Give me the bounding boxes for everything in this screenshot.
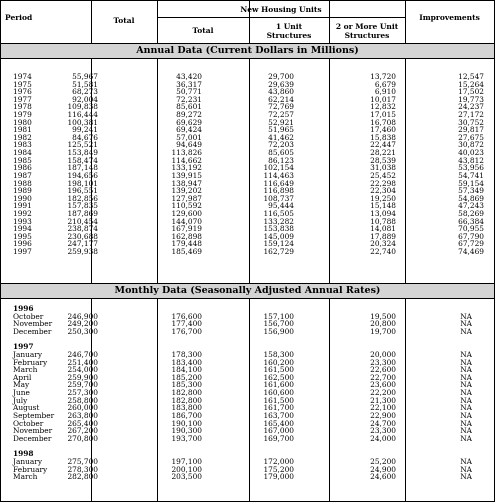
one-unit-cell: 158,300 bbox=[263, 350, 294, 360]
new-housing-total-cell: 139,915 bbox=[171, 170, 202, 180]
one-unit-cell: 72,769 bbox=[268, 102, 294, 112]
monthly-data-block bbox=[1, 299, 494, 501]
period-cell: 1985 bbox=[13, 155, 32, 165]
total-cell: 259,700 bbox=[67, 380, 98, 390]
period-cell: March bbox=[13, 472, 38, 482]
one-unit-cell: 157,100 bbox=[263, 311, 294, 321]
period-cell: 1980 bbox=[13, 117, 32, 127]
one-unit-cell: 133,282 bbox=[263, 216, 294, 226]
improvements-cell: 66,384 bbox=[458, 216, 484, 226]
new-housing-total-cell: 69,424 bbox=[176, 125, 202, 135]
annual-data-block bbox=[1, 59, 494, 283]
period-cell: 1990 bbox=[13, 193, 32, 203]
one-unit-cell: 167,000 bbox=[263, 426, 294, 436]
new-housing-total-cell: 94,649 bbox=[176, 140, 202, 150]
total-cell: 92,004 bbox=[72, 94, 98, 104]
total-cell: 158,474 bbox=[67, 155, 98, 165]
two-or-more-cell: 13,720 bbox=[370, 72, 396, 81]
period-cell: 1995 bbox=[13, 231, 32, 241]
two-or-more-cell: 22,100 bbox=[370, 403, 396, 413]
period-cell: 1982 bbox=[13, 132, 32, 142]
new-housing-total-cell: 197,100 bbox=[171, 456, 202, 466]
one-unit-cell: 108,737 bbox=[263, 193, 294, 203]
one-unit-cell: 165,400 bbox=[263, 418, 294, 428]
two-or-more-cell: 22,900 bbox=[370, 410, 396, 420]
period-cell: 1989 bbox=[13, 186, 32, 196]
two-or-more-cell: 25,200 bbox=[370, 456, 396, 466]
improvements-cell: NA bbox=[460, 319, 472, 329]
period-cell: 1976 bbox=[13, 87, 32, 97]
total-cell: 249,200 bbox=[67, 319, 98, 329]
two-or-more-cell: 10,017 bbox=[370, 94, 396, 104]
period-cell: 1986 bbox=[13, 163, 32, 173]
one-unit-cell: 95,444 bbox=[268, 201, 294, 211]
period-cell: 1981 bbox=[13, 125, 32, 135]
one-unit-cell: 145,009 bbox=[263, 231, 294, 241]
one-unit-cell: 161,500 bbox=[263, 365, 294, 375]
two-or-more-cell: 22,447 bbox=[370, 140, 396, 150]
new-housing-total-cell: 144,070 bbox=[171, 216, 202, 226]
new-housing-total-cell: 36,317 bbox=[176, 79, 202, 89]
new-housing-total-cell: 127,987 bbox=[171, 193, 202, 203]
improvements-cell: 27,172 bbox=[458, 110, 484, 120]
new-housing-total-cell: 177,400 bbox=[171, 319, 202, 329]
period-cell: October bbox=[13, 311, 44, 321]
improvements-cell: 54,869 bbox=[458, 193, 484, 203]
total-cell: 109,838 bbox=[67, 102, 98, 112]
two-or-more-cell: 14,081 bbox=[370, 224, 396, 234]
one-unit-cell: 169,700 bbox=[263, 433, 294, 443]
improvements-cell: 54,741 bbox=[458, 170, 484, 180]
two-or-more-cell: 22,700 bbox=[370, 372, 396, 382]
total-cell: 275,700 bbox=[67, 456, 98, 466]
monthly-section-title: Monthly Data (Seasonally Adjusted Annual Rates) bbox=[1, 283, 494, 299]
header-two-or-more-line2: Structures bbox=[344, 31, 390, 40]
two-or-more-cell: 22,600 bbox=[370, 365, 396, 375]
new-housing-total-cell: 182,800 bbox=[171, 395, 202, 405]
two-or-more-cell: 6,910 bbox=[374, 87, 396, 97]
period-cell: 1987 bbox=[13, 170, 32, 180]
table-header bbox=[1, 1, 494, 44]
improvements-cell: 24,237 bbox=[458, 102, 484, 112]
period-cell: November bbox=[13, 319, 53, 329]
total-cell: 153,849 bbox=[67, 148, 98, 158]
one-unit-cell: 116,505 bbox=[263, 208, 294, 218]
one-unit-cell: 156,900 bbox=[263, 326, 294, 336]
one-unit-cell: 41,462 bbox=[268, 132, 294, 142]
period-cell: January bbox=[13, 350, 43, 360]
one-unit-cell: 160,600 bbox=[263, 388, 294, 398]
improvements-cell: NA bbox=[460, 418, 472, 428]
improvements-cell: 59,154 bbox=[458, 178, 484, 188]
annual-rows bbox=[1, 73, 494, 256]
two-or-more-cell: 19,500 bbox=[370, 311, 396, 321]
improvements-cell: NA bbox=[460, 350, 472, 360]
period-cell: December bbox=[13, 433, 52, 443]
two-or-more-cell: 23,600 bbox=[370, 380, 396, 390]
improvements-cell: 67,729 bbox=[458, 239, 484, 249]
period-cell: September bbox=[13, 410, 55, 420]
two-or-more-cell: 22,298 bbox=[370, 178, 396, 188]
two-or-more-cell: 13,094 bbox=[370, 208, 396, 218]
two-or-more-cell: 23,300 bbox=[370, 357, 396, 367]
total-cell: 257,300 bbox=[67, 388, 98, 398]
two-or-more-cell: 24,700 bbox=[370, 418, 396, 428]
one-unit-cell: 179,000 bbox=[263, 472, 294, 482]
improvements-cell: 67,790 bbox=[458, 231, 484, 241]
two-or-more-cell: 10,788 bbox=[370, 216, 396, 226]
total-cell: 259,900 bbox=[67, 372, 98, 382]
one-unit-cell: 159,124 bbox=[263, 239, 294, 249]
one-unit-cell: 43,860 bbox=[268, 87, 294, 97]
two-or-more-cell: 31,038 bbox=[370, 163, 396, 173]
two-or-more-cell: 22,200 bbox=[370, 388, 396, 398]
improvements-cell: NA bbox=[460, 395, 472, 405]
total-cell: 182,856 bbox=[67, 193, 98, 203]
new-housing-total-cell: 85,601 bbox=[176, 102, 202, 112]
improvements-cell: NA bbox=[460, 410, 472, 420]
total-cell: 100,381 bbox=[67, 117, 98, 127]
header-one-unit bbox=[249, 22, 329, 40]
new-housing-total-cell: 190,300 bbox=[171, 426, 202, 436]
new-housing-total-cell: 162,898 bbox=[171, 231, 202, 241]
total-cell: 270,800 bbox=[67, 433, 98, 443]
total-cell: 267,200 bbox=[67, 426, 98, 436]
total-cell: 125,521 bbox=[67, 140, 98, 150]
improvements-cell: 58,269 bbox=[458, 208, 484, 218]
year-label: 1996 bbox=[13, 304, 34, 313]
period-cell: January bbox=[13, 456, 43, 466]
new-housing-total-cell: 72,231 bbox=[176, 94, 202, 104]
period-cell: 1983 bbox=[13, 140, 32, 150]
two-or-more-cell: 17,015 bbox=[370, 110, 396, 120]
new-housing-total-cell: 176,700 bbox=[171, 326, 202, 336]
total-cell: 198,101 bbox=[67, 178, 98, 188]
improvements-cell: NA bbox=[460, 464, 472, 474]
new-housing-total-cell: 50,771 bbox=[176, 87, 202, 97]
two-or-more-cell: 15,838 bbox=[370, 132, 396, 142]
period-cell: 1984 bbox=[13, 148, 32, 158]
total-cell: 247,177 bbox=[67, 239, 98, 249]
total-cell: 194,656 bbox=[67, 170, 98, 180]
new-housing-total-cell: 184,100 bbox=[171, 365, 202, 375]
total-cell: 251,400 bbox=[67, 357, 98, 367]
new-housing-total-cell: 183,400 bbox=[171, 357, 202, 367]
header-improvements: Improvements bbox=[419, 13, 480, 22]
one-unit-cell: 161,600 bbox=[263, 380, 294, 390]
one-unit-cell: 114,463 bbox=[263, 170, 294, 180]
one-unit-cell: 116,898 bbox=[263, 186, 294, 196]
one-unit-cell: 29,700 bbox=[268, 72, 294, 81]
total-cell: 282,800 bbox=[67, 472, 98, 482]
period-cell: 1979 bbox=[13, 110, 32, 120]
improvements-cell: NA bbox=[460, 357, 472, 367]
new-housing-total-cell: 185,469 bbox=[171, 247, 202, 257]
period-cell: 1977 bbox=[13, 94, 32, 104]
new-housing-total-cell: 183,800 bbox=[171, 403, 202, 413]
improvements-cell: NA bbox=[460, 456, 472, 466]
one-unit-cell: 153,838 bbox=[263, 224, 294, 234]
two-or-more-cell: 15,148 bbox=[370, 201, 396, 211]
header-subdivider bbox=[157, 17, 405, 18]
one-unit-cell: 161,700 bbox=[263, 403, 294, 413]
new-housing-total-cell: 43,420 bbox=[176, 72, 202, 81]
new-housing-total-cell: 129,600 bbox=[171, 208, 202, 218]
total-cell: 210,454 bbox=[67, 216, 98, 226]
total-cell: 55,967 bbox=[72, 72, 98, 81]
header-two-or-more-line1: 2 or More Unit bbox=[335, 22, 399, 31]
period-cell: 1978 bbox=[13, 102, 32, 112]
table-row bbox=[1, 248, 494, 256]
improvements-cell: 74,469 bbox=[458, 247, 484, 257]
improvements-cell: 15,264 bbox=[458, 79, 484, 89]
period-cell: July bbox=[13, 395, 28, 405]
total-cell: 230,688 bbox=[67, 231, 98, 241]
header-period: Period bbox=[5, 13, 33, 22]
two-or-more-cell: 21,300 bbox=[370, 395, 396, 405]
two-or-more-cell: 24,600 bbox=[370, 472, 396, 482]
improvements-cell: NA bbox=[460, 388, 472, 398]
period-cell: 1991 bbox=[13, 201, 32, 211]
one-unit-cell: 156,700 bbox=[263, 319, 294, 329]
one-unit-cell: 172,000 bbox=[263, 456, 294, 466]
total-cell: 263,800 bbox=[67, 410, 98, 420]
improvements-cell: NA bbox=[460, 365, 472, 375]
improvements-cell: 43,812 bbox=[458, 155, 484, 165]
period-cell: 1992 bbox=[13, 208, 32, 218]
new-housing-total-cell: 110,592 bbox=[171, 201, 202, 211]
one-unit-cell: 62,214 bbox=[268, 94, 294, 104]
two-or-more-cell: 6,679 bbox=[374, 79, 396, 89]
total-cell: 246,700 bbox=[67, 350, 98, 360]
period-cell: April bbox=[13, 372, 32, 382]
one-unit-cell: 72,203 bbox=[268, 140, 294, 150]
total-cell: 238,874 bbox=[67, 224, 98, 234]
total-cell: 84,676 bbox=[72, 132, 98, 142]
new-housing-total-cell: 113,826 bbox=[171, 148, 202, 158]
two-or-more-cell: 28,539 bbox=[370, 155, 396, 165]
header-divider bbox=[405, 1, 406, 43]
two-or-more-cell: 20,000 bbox=[370, 350, 396, 360]
improvements-cell: NA bbox=[460, 403, 472, 413]
two-or-more-cell: 12,832 bbox=[370, 102, 396, 112]
monthly-rows bbox=[1, 305, 494, 481]
period-cell: February bbox=[13, 357, 48, 367]
one-unit-cell: 162,729 bbox=[263, 247, 294, 257]
table-row bbox=[1, 473, 494, 481]
new-housing-total-cell: 139,202 bbox=[171, 186, 202, 196]
new-housing-total-cell: 133,192 bbox=[171, 163, 202, 173]
improvements-cell: 12,547 bbox=[458, 72, 484, 81]
two-or-more-cell: 25,452 bbox=[370, 170, 396, 180]
period-cell: June bbox=[13, 388, 30, 398]
two-or-more-cell: 17,889 bbox=[370, 231, 396, 241]
header-new-housing-units: New Housing Units bbox=[240, 5, 322, 14]
one-unit-cell: 163,700 bbox=[263, 410, 294, 420]
two-or-more-cell: 24,900 bbox=[370, 464, 396, 474]
total-cell: 99,241 bbox=[72, 125, 98, 135]
one-unit-cell: 160,200 bbox=[263, 357, 294, 367]
improvements-cell: 29,817 bbox=[458, 125, 484, 135]
improvements-cell: 47,243 bbox=[458, 201, 484, 211]
new-housing-total-cell: 138,947 bbox=[171, 178, 202, 188]
total-cell: 259,938 bbox=[67, 247, 98, 257]
two-or-more-cell: 19,700 bbox=[370, 326, 396, 336]
total-cell: 254,000 bbox=[67, 365, 98, 375]
total-cell: 260,000 bbox=[67, 403, 98, 413]
two-or-more-cell: 23,300 bbox=[370, 426, 396, 436]
year-label: 1998 bbox=[13, 449, 34, 459]
new-housing-total-cell: 200,100 bbox=[171, 464, 202, 474]
improvements-cell: NA bbox=[460, 326, 472, 336]
new-housing-total-cell: 185,200 bbox=[171, 372, 202, 382]
header-total: Total bbox=[113, 16, 135, 25]
one-unit-cell: 85,605 bbox=[268, 148, 294, 158]
two-or-more-cell: 20,800 bbox=[370, 319, 396, 329]
one-unit-cell: 52,921 bbox=[268, 117, 294, 127]
header-one-unit-line1: 1 Unit bbox=[275, 22, 303, 31]
table-row bbox=[1, 435, 494, 443]
improvements-cell: 30,872 bbox=[458, 140, 484, 150]
one-unit-cell: 161,500 bbox=[263, 395, 294, 405]
new-housing-total-cell: 178,300 bbox=[171, 350, 202, 360]
one-unit-cell: 72,257 bbox=[268, 110, 294, 120]
one-unit-cell: 102,154 bbox=[263, 163, 294, 173]
total-cell: 187,148 bbox=[67, 163, 98, 173]
two-or-more-cell: 19,250 bbox=[370, 193, 396, 203]
period-cell: 1988 bbox=[13, 178, 32, 188]
period-cell: 1974 bbox=[13, 72, 32, 81]
total-cell: 246,900 bbox=[67, 311, 98, 321]
new-housing-total-cell: 182,800 bbox=[171, 388, 202, 398]
new-housing-total-cell: 89,272 bbox=[176, 110, 202, 120]
period-cell: 1994 bbox=[13, 224, 32, 234]
year-label: 1997 bbox=[13, 342, 34, 352]
two-or-more-cell: 28,221 bbox=[370, 148, 396, 158]
period-cell: August bbox=[13, 403, 40, 413]
period-cell: 1996 bbox=[13, 239, 32, 249]
new-housing-total-cell: 186,700 bbox=[171, 410, 202, 420]
improvements-cell: NA bbox=[460, 433, 472, 443]
new-housing-total-cell: 185,300 bbox=[171, 380, 202, 390]
improvements-cell: NA bbox=[460, 380, 472, 390]
annual-section-title: Annual Data (Current Dollars in Millions) bbox=[1, 43, 494, 59]
period-cell: March bbox=[13, 365, 38, 375]
header-two-or-more bbox=[329, 22, 405, 40]
improvements-cell: NA bbox=[460, 472, 472, 482]
period-cell: May bbox=[13, 380, 30, 390]
improvements-cell: 17,502 bbox=[458, 87, 484, 97]
improvements-cell: 30,752 bbox=[458, 117, 484, 127]
two-or-more-cell: 16,708 bbox=[370, 117, 396, 127]
total-cell: 157,835 bbox=[67, 201, 98, 211]
period-cell: 1993 bbox=[13, 216, 32, 226]
improvements-cell: NA bbox=[460, 311, 472, 321]
header-nh-total: Total bbox=[192, 26, 214, 35]
one-unit-cell: 116,649 bbox=[263, 178, 294, 188]
total-cell: 187,869 bbox=[67, 208, 98, 218]
new-housing-total-cell: 176,600 bbox=[171, 311, 202, 321]
one-unit-cell: 29,639 bbox=[268, 79, 294, 89]
two-or-more-cell: 17,460 bbox=[370, 125, 396, 135]
new-housing-total-cell: 69,629 bbox=[176, 117, 202, 127]
period-cell: 1975 bbox=[13, 79, 32, 89]
total-cell: 116,444 bbox=[67, 110, 98, 120]
header-one-unit-line2: Structures bbox=[266, 31, 312, 40]
new-housing-total-cell: 57,001 bbox=[176, 132, 202, 142]
improvements-cell: 27,675 bbox=[458, 132, 484, 142]
total-cell: 68,273 bbox=[72, 87, 98, 97]
period-cell: November bbox=[13, 426, 53, 436]
improvements-cell: NA bbox=[460, 372, 472, 382]
new-housing-total-cell: 167,919 bbox=[171, 224, 202, 234]
new-housing-total-cell: 190,100 bbox=[171, 418, 202, 428]
total-cell: 196,551 bbox=[67, 186, 98, 196]
period-cell: October bbox=[13, 418, 44, 428]
improvements-cell: 53,956 bbox=[458, 163, 484, 173]
period-cell: February bbox=[13, 464, 48, 474]
new-housing-total-cell: 193,700 bbox=[171, 433, 202, 443]
table-row bbox=[1, 328, 494, 336]
one-unit-cell: 86,123 bbox=[268, 155, 294, 165]
total-cell: 258,800 bbox=[67, 395, 98, 405]
new-housing-total-cell: 114,662 bbox=[171, 155, 202, 165]
total-cell: 265,400 bbox=[67, 418, 98, 428]
improvements-cell: 57,349 bbox=[458, 186, 484, 196]
improvements-cell: 19,773 bbox=[458, 94, 484, 104]
period-cell: December bbox=[13, 326, 52, 336]
two-or-more-cell: 22,740 bbox=[370, 247, 396, 257]
one-unit-cell: 51,965 bbox=[268, 125, 294, 135]
two-or-more-cell: 20,324 bbox=[370, 239, 396, 249]
improvements-cell: 70,955 bbox=[458, 224, 484, 234]
two-or-more-cell: 24,000 bbox=[370, 433, 396, 443]
total-cell: 51,581 bbox=[72, 79, 98, 89]
one-unit-cell: 162,500 bbox=[263, 372, 294, 382]
new-housing-total-cell: 203,500 bbox=[171, 472, 202, 482]
two-or-more-cell: 22,304 bbox=[370, 186, 396, 196]
improvements-cell: 40,023 bbox=[458, 148, 484, 158]
period-cell: 1997 bbox=[13, 247, 32, 257]
improvements-cell: NA bbox=[460, 426, 472, 436]
new-housing-total-cell: 179,448 bbox=[171, 239, 202, 249]
total-cell: 278,300 bbox=[67, 464, 98, 474]
one-unit-cell: 175,200 bbox=[263, 464, 294, 474]
total-cell: 250,300 bbox=[67, 326, 98, 336]
